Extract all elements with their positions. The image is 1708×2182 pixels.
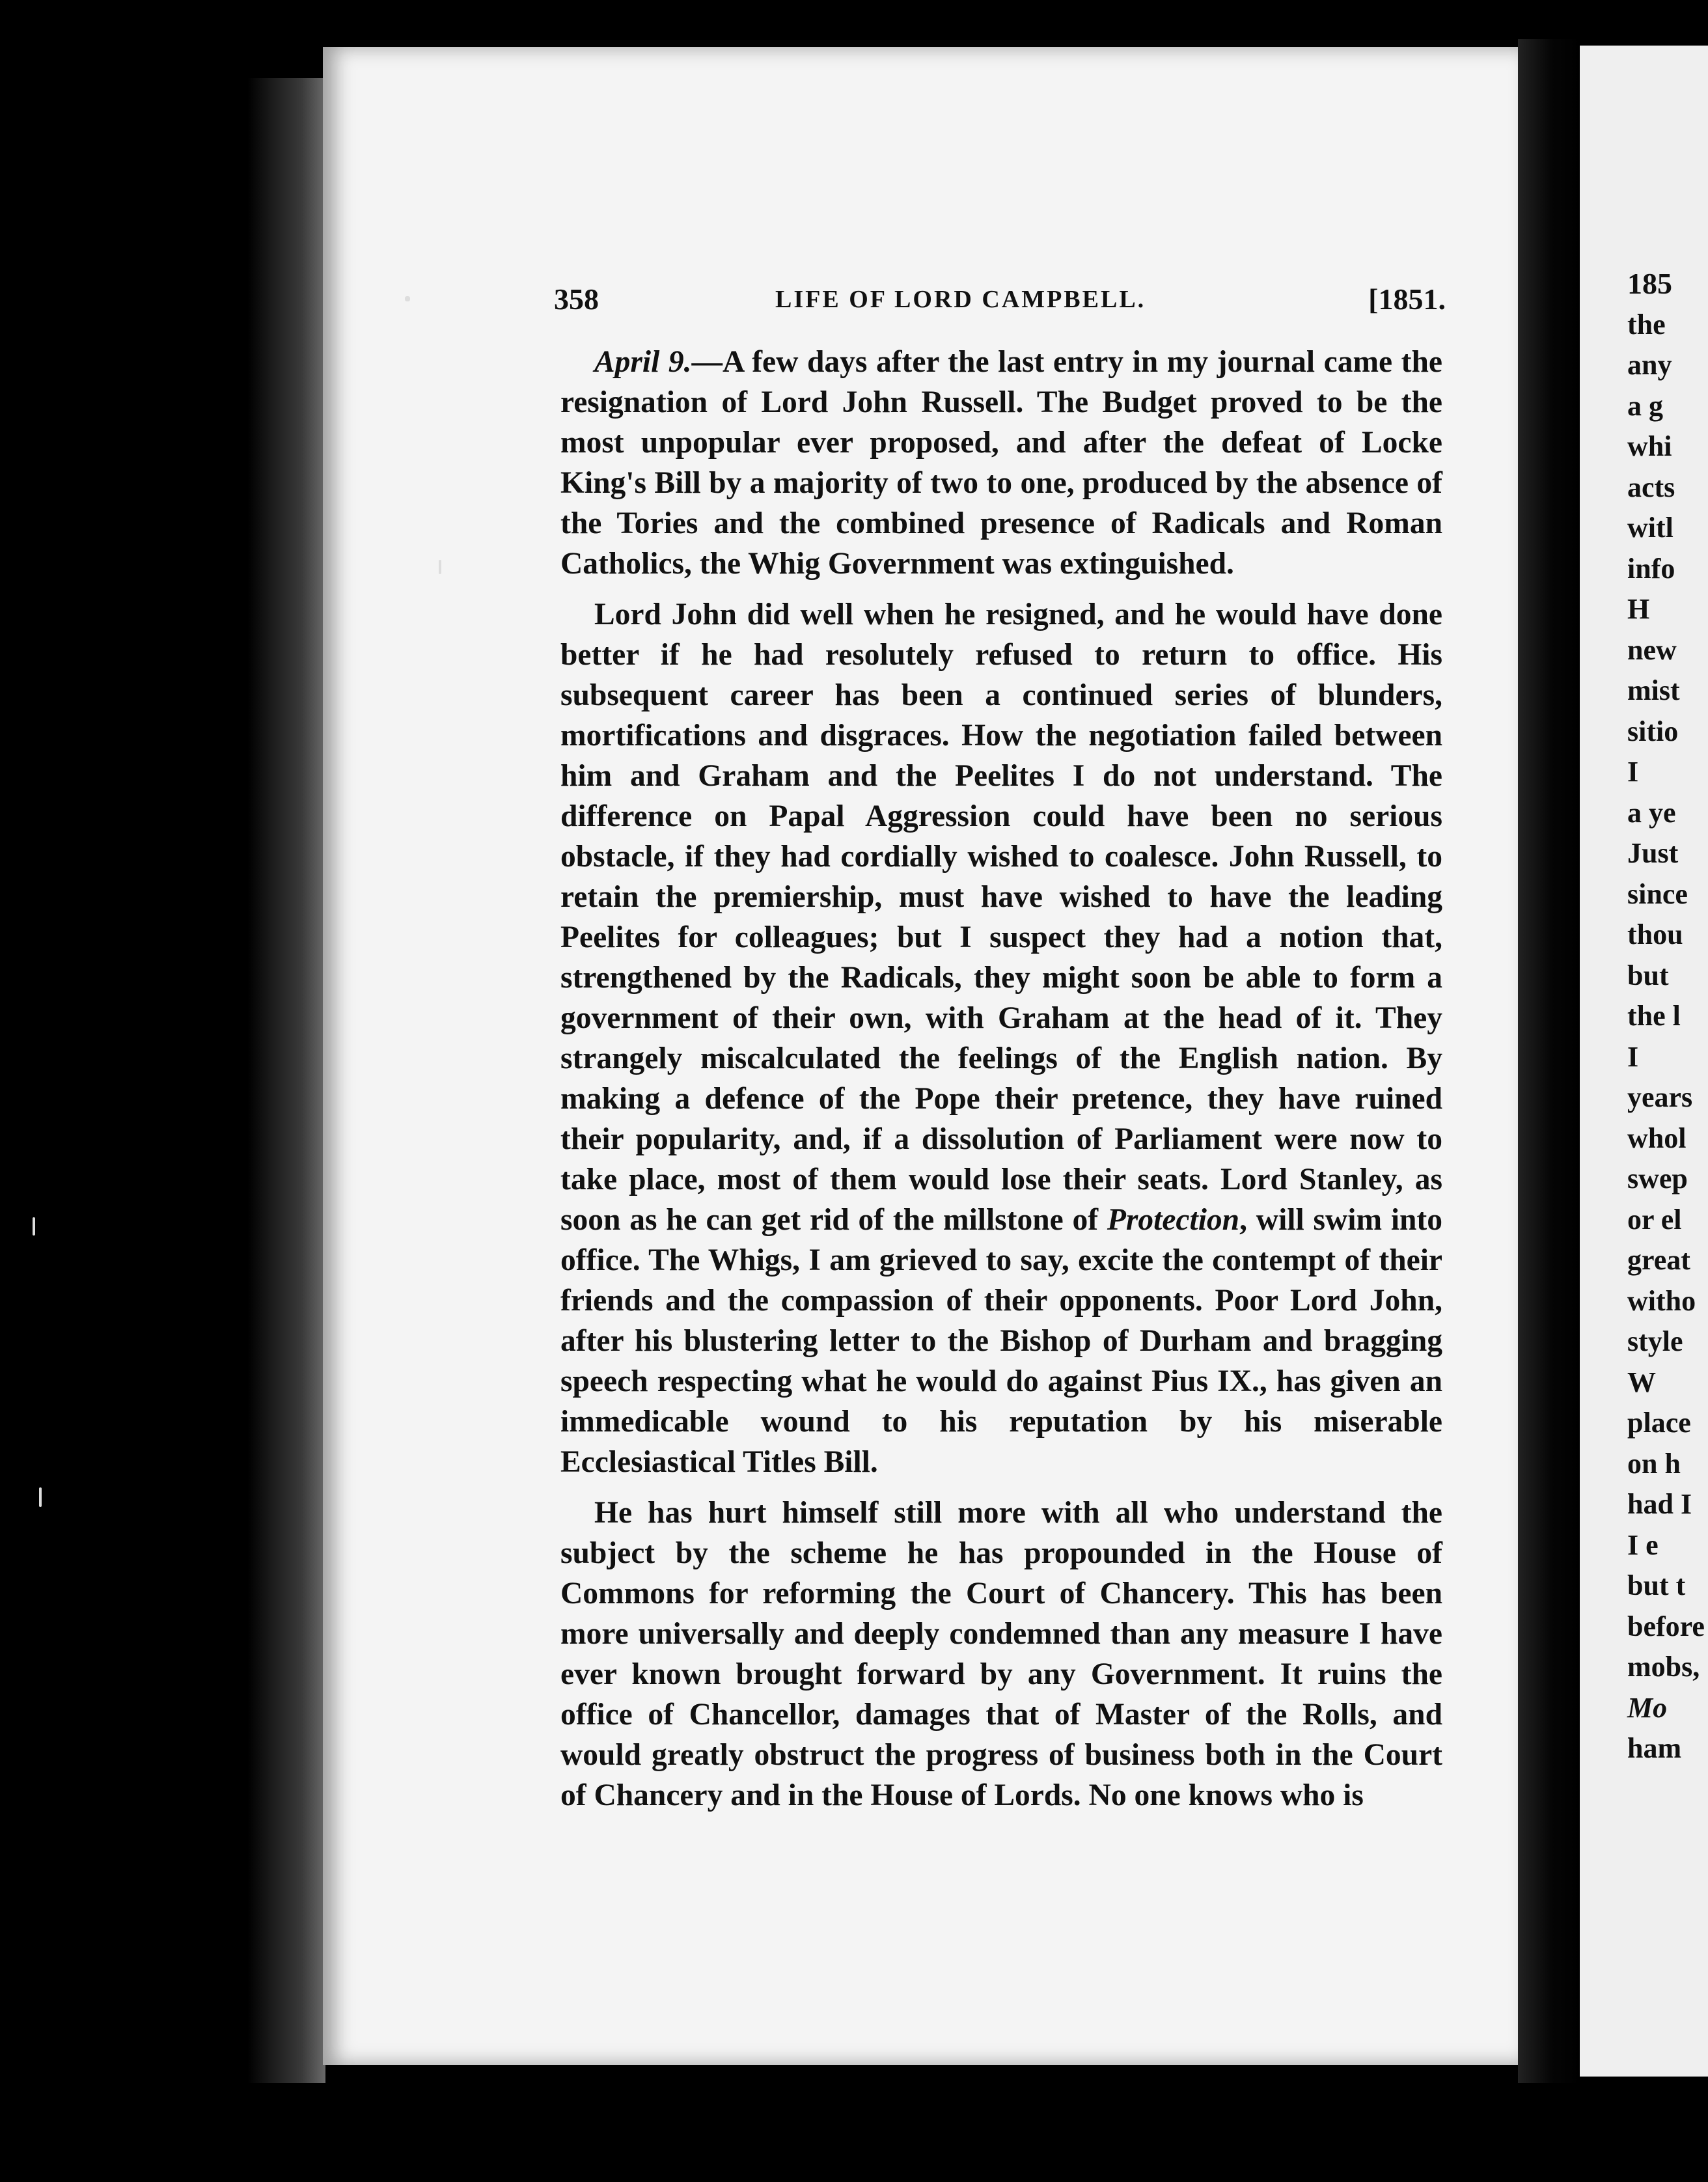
paragraph-text: He has hurt himself still more with all who understand the subject by the scheme he has propounded in the House of Commons for reforming the Court of Chancery. This has been more universally and deeply condemned than any measure I have ever known brought forward by any Government. It ruins the office of Chancellor, damages that of Master of the Rolls, and would greatly obstruct the progress of business both in the Court of Chancery and in the House of Lords. No one knows who is <box>560 1496 1442 1812</box>
facing-line: witl <box>1627 512 1674 544</box>
facing-line: mist <box>1627 674 1680 706</box>
facing-line: years <box>1627 1081 1693 1113</box>
paragraph-april-9 <box>560 342 1442 584</box>
facing-line: place <box>1627 1407 1691 1439</box>
facing-line: or el <box>1627 1203 1682 1236</box>
facing-line: had I <box>1627 1488 1692 1520</box>
paragraph-text: Lord John did well when he resigned, and he would have done better if he had resolutely refused to return to office. His subsequent career has been a continued series of blunders, mortifications and disgraces. How the negotiation failed between him and Graham and the Peelites I do not understand. The difference on Papal Aggression could have been no serious obstacle, if they had cordially wished to coalesce. John Russell, to retain the premiership, must have wished to have the leading Peelites for colleagues; but I suspect they had a notion that, strengthened by the Radicals, they might soon be able to form a government of their own, with Graham at the head of it. They strangely miscalculated the feelings of the English nation. By making a defence of the Pope their pretence, they have ruined their popularity, and, if a dissolution of Parliament were now to take place, most of them would lose their seats. Lord Stanley, as soon as he can get rid of the millstone of <box>560 598 1442 1237</box>
running-year: [1851. <box>1368 283 1446 316</box>
scan-speck <box>439 560 441 574</box>
facing-page-text <box>1627 264 1708 1769</box>
facing-line: sitio <box>1627 715 1679 747</box>
facing-line: style <box>1627 1325 1683 1357</box>
body-text <box>560 342 1442 1816</box>
facing-line: swep <box>1627 1163 1688 1195</box>
facing-line: since <box>1627 877 1688 910</box>
page-number: 358 <box>554 283 599 316</box>
facing-line: any <box>1627 349 1672 381</box>
facing-line: thou <box>1627 918 1683 950</box>
italic-term: Protection <box>1107 1203 1240 1237</box>
facing-line: info <box>1627 552 1675 585</box>
facing-line: mobs, <box>1627 1651 1700 1683</box>
facing-line: ham <box>1627 1732 1682 1764</box>
facing-page-number: 185 <box>1627 267 1672 300</box>
facing-line: whol <box>1627 1122 1687 1154</box>
facing-line: I <box>1627 1040 1639 1073</box>
facing-line: W <box>1627 1366 1656 1398</box>
facing-line: the <box>1627 308 1666 340</box>
scan-speck <box>33 1217 35 1236</box>
facing-line: new <box>1627 633 1677 666</box>
paragraph-text: , will swim into office. The Whigs, I am grieved to say, excite the contempt of their friends and the compassion of their opponents. Poor Lord John, after his blustering letter to the Bishop of Durham and bragging speech respecting what he would do against Pius IX., has given an immedicable wound to his reputation by his miserable Ecclesiastical Titles Bill. <box>560 1203 1442 1479</box>
facing-line: acts <box>1627 471 1675 503</box>
running-title: LIFE OF LORD CAMPBELL. <box>775 286 1146 313</box>
facing-line: a ye <box>1627 796 1676 829</box>
date-lead: April 9. <box>594 345 692 379</box>
facing-line: Mo <box>1627 1691 1668 1724</box>
facing-line: H <box>1627 593 1650 625</box>
facing-line: but <box>1627 959 1669 991</box>
facing-line: I e <box>1627 1528 1659 1561</box>
facing-line: on h <box>1627 1447 1681 1480</box>
facing-line: I <box>1627 756 1639 788</box>
running-head <box>554 280 1446 319</box>
facing-line: the l <box>1627 1000 1681 1032</box>
paragraph-text: —A few days after the last entry in my journal came the resignation of Lord John Russell. The Budget proved to be the most unpopular ever proposed, and after the defeat of Locke King's Bill by a majority of two to one, produced by the absence of the Tories and the combined presence of Radicals and Roman Catholics, the Whig Government was extinguished. <box>560 345 1442 581</box>
scan-speck <box>405 296 410 301</box>
scan-speck <box>39 1487 42 1507</box>
facing-line: Just <box>1627 837 1679 869</box>
paragraph-lord-john <box>560 594 1442 1482</box>
facing-line: witho <box>1627 1284 1696 1317</box>
facing-line: but t <box>1627 1569 1686 1601</box>
book-gutter <box>1518 39 1580 2083</box>
scan-left-edge <box>247 78 325 2083</box>
facing-line: great <box>1627 1244 1690 1276</box>
facing-line: before <box>1627 1610 1705 1642</box>
facing-line: a g <box>1627 389 1663 422</box>
paragraph-chancery <box>560 1493 1442 1816</box>
facing-line: whi <box>1627 430 1672 462</box>
